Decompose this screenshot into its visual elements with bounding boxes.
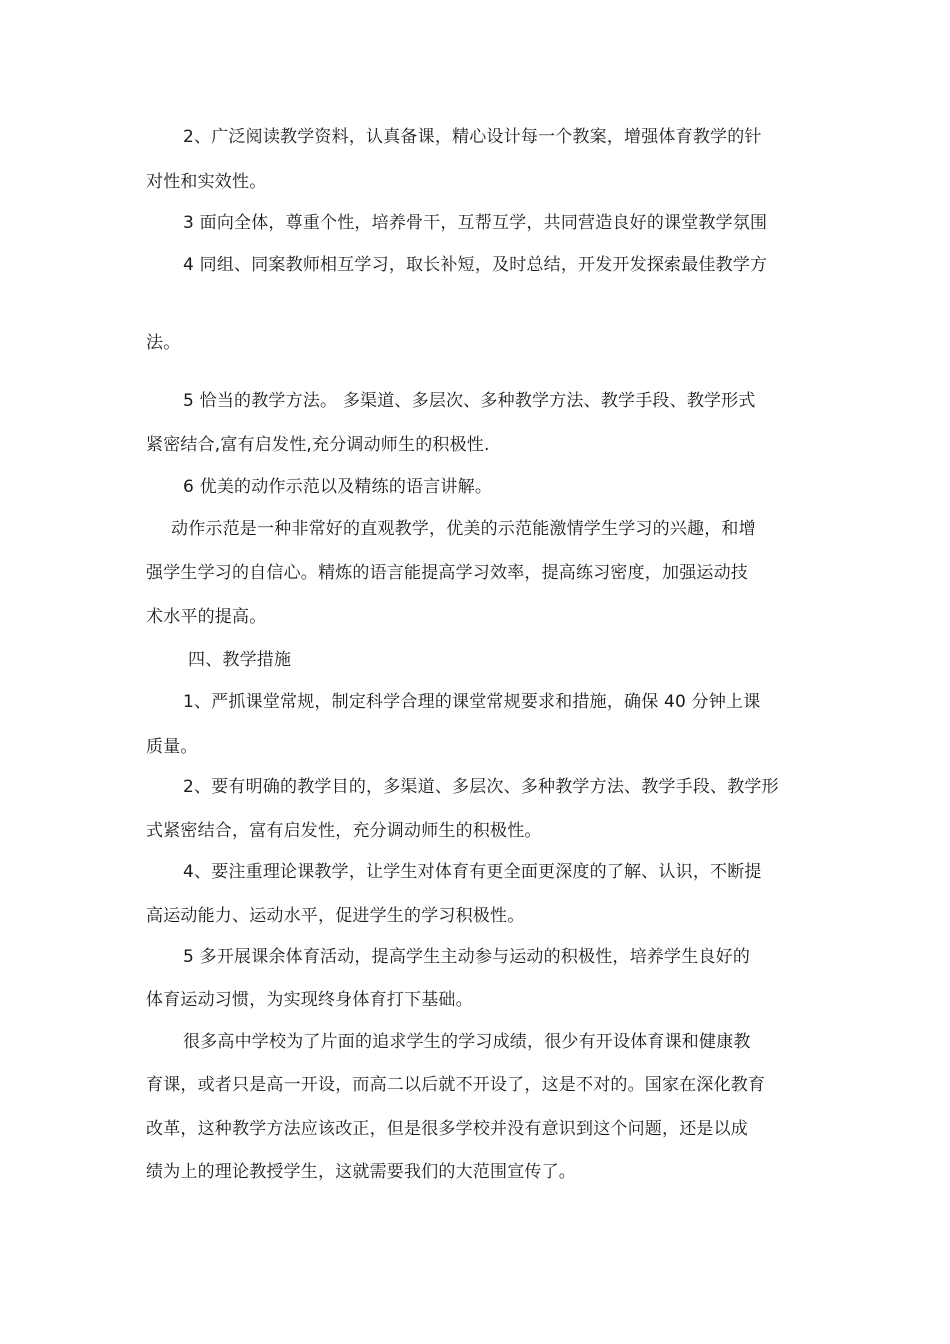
closing-paragraph-line-1: 很多高中学校为了片面的追求学生的学习成绩，很少有开设体育课和健康教 <box>183 1032 751 1052</box>
measure-4-line-1: 4、要注重理论课教学，让学生对体育有更全面更深度的了解、认识，不断提 <box>183 862 762 882</box>
measure-5-line-1: 5 多开展课余体育活动，提高学生主动参与运动的积极性，培养学生良好的 <box>183 947 751 967</box>
paragraph-3: 3 面向全体，尊重个性，培养骨干，互帮互学，共同营造良好的课堂教学氛围 <box>183 213 768 233</box>
paragraph-2-line-1: 2、广泛阅读教学资料，认真备课，精心设计每一个教案，增强体育教学的针 <box>183 127 762 147</box>
measure-1-line-2: 质量。 <box>146 737 198 757</box>
measure-2-line-2: 式紧密结合，富有启发性，充分调动师生的积极性。 <box>146 821 542 841</box>
paragraph-5-line-1: 5 恰当的教学方法。 多渠道、多层次、多种教学方法、教学手段、教学形式 <box>183 391 756 411</box>
demo-paragraph-line-2: 强学生学习的自信心。精炼的语言能提高学习效率，提高练习密度，加强运动技 <box>146 563 748 583</box>
closing-paragraph-line-3: 改革，这种教学方法应该改正，但是很多学校并没有意识到这个问题，还是以成 <box>146 1119 748 1139</box>
paragraph-2-line-2: 对性和实效性。 <box>146 172 267 192</box>
section-heading: 四、教学措施 <box>188 650 292 670</box>
paragraph-6: 6 优美的动作示范以及精练的语言讲解。 <box>183 477 493 497</box>
paragraph-5-line-2: 紧密结合,富有启发性,充分调动师生的积极性. <box>146 435 490 455</box>
paragraph-4-line-2: 法。 <box>146 333 181 353</box>
closing-paragraph-line-4: 绩为上的理论教授学生，这就需要我们的大范围宣传了。 <box>146 1162 576 1182</box>
measure-1-line-1: 1、严抓课堂常规，制定科学合理的课堂常规要求和措施，确保 40 分钟上课 <box>183 692 761 712</box>
measure-4-line-2: 高运动能力、运动水平，促进学生的学习积极性。 <box>146 906 525 926</box>
measure-2-line-1: 2、要有明确的教学目的，多渠道、多层次、多种教学方法、教学手段、教学形 <box>183 777 779 797</box>
paragraph-4-line-1: 4 同组、同案教师相互学习，取长补短，及时总结，开发开发探索最佳教学方 <box>183 255 768 275</box>
demo-paragraph-line-1: 动作示范是一种非常好的直观教学，优美的示范能激情学生学习的兴趣，和增 <box>171 519 756 539</box>
demo-paragraph-line-3: 术水平的提高。 <box>146 607 267 627</box>
closing-paragraph-line-2: 育课，或者只是高一开设，而高二以后就不开设了，这是不对的。国家在深化教育 <box>146 1075 766 1095</box>
measure-5-line-2: 体育运动习惯，为实现终身体育打下基础。 <box>146 990 473 1010</box>
